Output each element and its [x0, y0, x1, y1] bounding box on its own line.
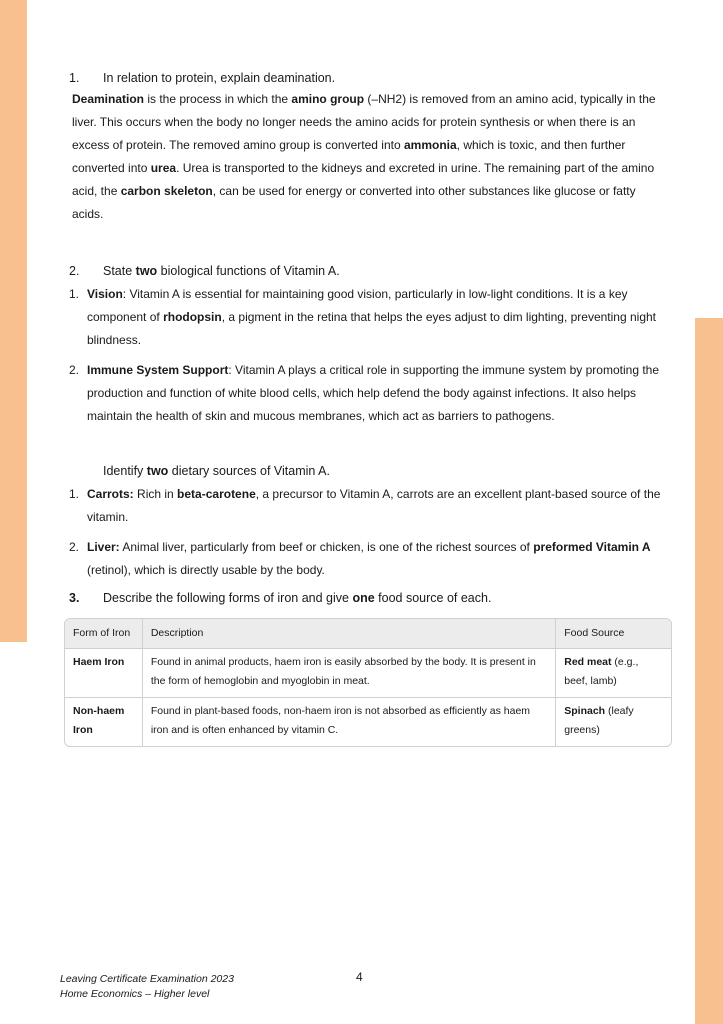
food-source-detail: (leafy greens)	[564, 705, 634, 736]
text-run: : Vitamin A is essential for maintaining good vision, particularly in low-light conditions. It is a key component of	[87, 287, 628, 324]
table-header-row	[65, 619, 671, 648]
list-item	[69, 359, 669, 428]
question-1-heading	[69, 68, 669, 88]
list-marker: 2.	[69, 363, 80, 377]
question-2-title-bold: two	[135, 264, 158, 278]
footer-exam-title: Leaving Certificate Examination 2023	[60, 973, 234, 985]
bold-text: Liver:	[87, 540, 120, 554]
page-content	[69, 68, 669, 747]
list-item-text	[87, 287, 656, 347]
bold-text: amino group	[291, 92, 365, 106]
text-run: , a precursor to Vitamin A, carrots are an excellent plant-based source of the vitamin.	[87, 487, 661, 524]
right-accent-bar	[695, 318, 723, 1024]
question-2-title-pre: State	[103, 264, 136, 278]
cell-description: Found in plant-based foods, non-haem iron is not absorbed as efficiently as haem iron and is often enhanced by vitamin C.	[143, 697, 556, 746]
question-3-heading	[69, 588, 669, 608]
food-source-detail: (e.g., beef, lamb)	[564, 656, 639, 687]
list-item	[69, 483, 669, 529]
bold-text: carbon skeleton	[120, 184, 213, 198]
bold-text: Vision	[87, 287, 123, 301]
question-2-number: 2.	[69, 264, 80, 278]
question-2-title	[103, 261, 340, 281]
question-2b-title-pre: Identify	[103, 464, 147, 478]
table-row	[65, 697, 671, 746]
question-1-title: In relation to protein, explain deamination.	[103, 71, 336, 85]
exam-footer	[60, 972, 234, 1002]
iron-forms-table	[64, 618, 672, 747]
question-3-number: 3.	[69, 591, 80, 605]
question-3-title	[103, 588, 491, 608]
question-2b-title-bold: two	[146, 464, 169, 478]
vitamin-a-functions-list	[69, 283, 669, 428]
question-2-heading	[69, 261, 669, 281]
text-run: is the process in which the	[144, 92, 292, 106]
question-2b-title-post: dietary sources of Vitamin A.	[168, 464, 330, 478]
cell-food-source	[556, 697, 671, 746]
column-header-form: Form of Iron	[65, 619, 143, 648]
footer-subject: Home Economics – Higher level	[60, 988, 210, 1000]
text-run: . Urea is transported to the kidneys and excreted in urine. The remaining part of the amino acid, the	[72, 161, 655, 198]
bold-text: beta-carotene	[177, 487, 256, 501]
question-3-title-bold: one	[352, 591, 375, 605]
bold-text: rhodopsin	[163, 310, 222, 324]
page-number: 4	[356, 970, 363, 984]
list-item	[69, 283, 669, 352]
question-3-title-pre: Describe the following forms of iron and give	[103, 591, 353, 605]
text-run: , which is toxic, and then further converted into	[72, 138, 626, 175]
text-run: , a pigment in the retina that helps the eyes adjust to dim lighting, preventing night blindness.	[87, 310, 657, 347]
question-1-answer	[72, 88, 669, 226]
question-2b-heading	[69, 461, 669, 481]
bold-text: preformed Vitamin A	[533, 540, 651, 554]
list-marker: 1.	[69, 287, 80, 301]
list-marker: 1.	[69, 487, 80, 501]
bold-text: Immune System Support	[87, 363, 229, 377]
table-row	[65, 648, 671, 697]
text-run: (retinol), which is directly usable by the body.	[87, 563, 325, 577]
question-2-title-post: biological functions of Vitamin A.	[157, 264, 340, 278]
question-1-number: 1.	[69, 71, 80, 85]
bold-text: urea	[150, 161, 177, 175]
bold-text: ammonia	[403, 138, 457, 152]
list-item-text	[87, 487, 660, 524]
text-run: , can be used for energy or converted into other substances like glucose or fatty acids.	[72, 184, 636, 221]
list-item	[69, 536, 669, 582]
cell-description: Found in animal products, haem iron is easily absorbed by the body. It is present in the form of hemoglobin and myoglobin in meat.	[143, 648, 556, 697]
cell-form: Non-haem Iron	[65, 697, 143, 746]
question-2b-title	[103, 461, 330, 481]
list-marker: 2.	[69, 540, 80, 554]
vitamin-a-sources-list	[69, 483, 669, 582]
bold-text: Carrots:	[87, 487, 134, 501]
food-source-name: Red meat	[564, 656, 612, 668]
cell-form: Haem Iron	[65, 648, 143, 697]
bold-text: Deamination	[72, 92, 145, 106]
text-run: (–NH2) is removed from an amino acid, typically in the liver. This occurs when the body no longer needs the amino acids for protein synthesis or when there is an excess of protein. The removed amino group is converted into	[72, 92, 656, 152]
text-run: : Vitamin A plays a critical role in supporting the immune system by promoting the production and function of white blood cells, which help defend the body against infections. It also helps maintain the health of skin and mucous membranes, which act as barriers to pathogens.	[87, 363, 660, 423]
text-run: Rich in	[133, 487, 178, 501]
column-header-food-source: Food Source	[556, 619, 671, 648]
left-accent-bar	[0, 0, 27, 642]
list-item-text	[87, 540, 651, 577]
column-header-description: Description	[143, 619, 556, 648]
text-run: Animal liver, particularly from beef or chicken, is one of the richest sources of	[119, 540, 534, 554]
list-item-text	[87, 363, 659, 423]
cell-food-source	[556, 648, 671, 697]
food-source-name: Spinach	[564, 705, 606, 717]
question-3-title-post: food source of each.	[374, 591, 492, 605]
